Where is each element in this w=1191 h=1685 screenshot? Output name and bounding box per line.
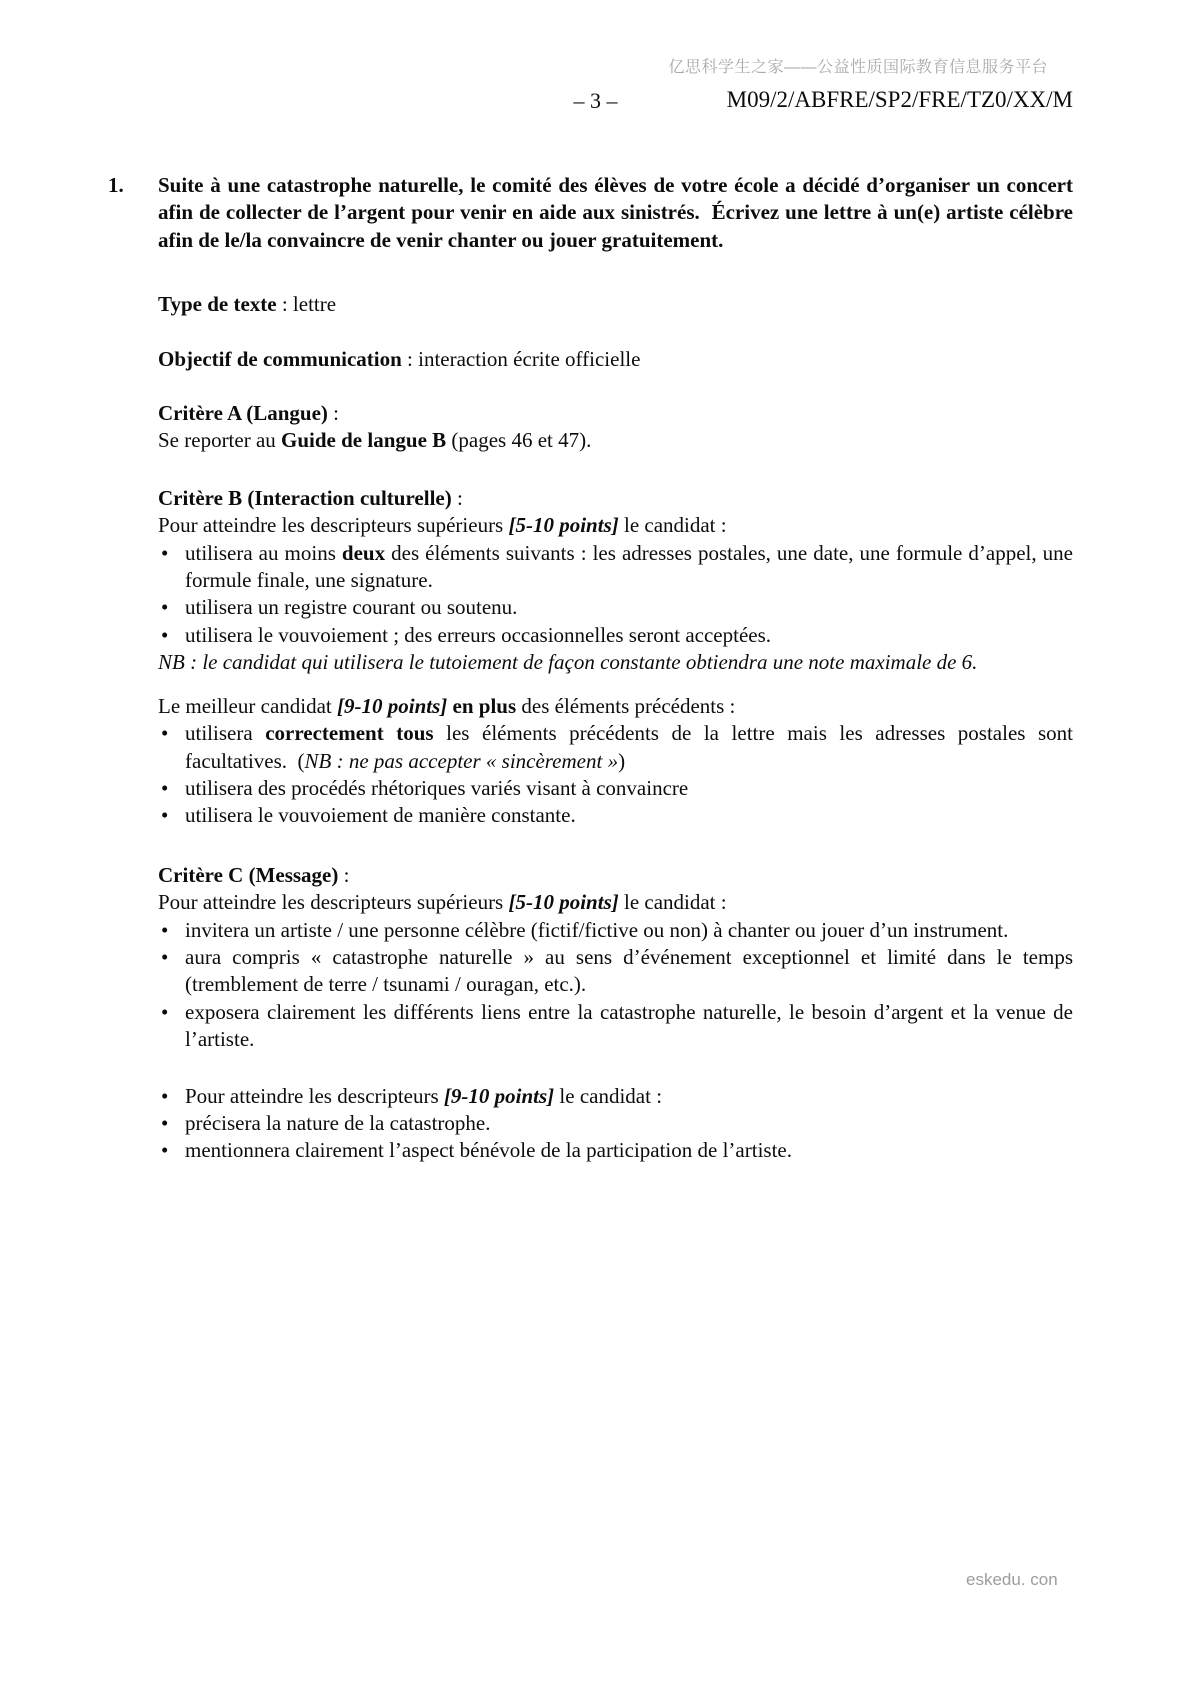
top-watermark-text: 亿思科学生之家——公益性质国际教育信息服务平台 (668, 59, 1048, 76)
bullet-item: • précisera la nature de la catastrophe. (158, 1110, 1073, 1137)
markscheme-content (108, 172, 1073, 1165)
bullet-item: • utilisera correctement tous les éléments précédents de la lettre mais les adresses postales sont facultatives. (NB : ne pas accepter « sincèrement ») (158, 720, 1073, 775)
critere-a-heading: Critère A (Langue) : (158, 401, 340, 426)
footer-watermark: eskedu. con (966, 1570, 1058, 1589)
critere-c-heading: Critère C (Message) : (158, 862, 350, 887)
meilleur-candidat-intro: Le meilleur candidat [9-10 points] en plus des éléments précédents : (158, 693, 736, 718)
objectif-line: Objectif de communication : interaction écrite officielle (158, 346, 641, 371)
bullet-item: • exposera clairement les différents liens entre la catastrophe naturelle, le besoin d’argent et la venue de l’artiste. (158, 999, 1073, 1054)
bullet-item: • utilisera un registre courant ou soutenu. (158, 594, 1073, 621)
bullet-item: • invitera un artiste / une personne célèbre (fictif/fictive ou non) à chanter ou jouer d’un instrument. (158, 917, 1073, 944)
bullet-item: • mentionnera clairement l’aspect bénévole de la participation de l’artiste. (158, 1137, 1073, 1164)
question-1 (108, 172, 1073, 254)
question-number: 1. (108, 173, 124, 197)
bullet-item: • utilisera le vouvoiement ; des erreurs occasionnelles seront acceptées. (158, 622, 1073, 649)
bullet-item: • utilisera le vouvoiement de manière constante. (158, 802, 1073, 829)
critere-a-body: Se reporter au Guide de langue B (pages 46 et 47). (158, 428, 592, 453)
critere-b-intro: Pour atteindre les descripteurs supérieurs [5-10 points] le candidat : (158, 513, 727, 538)
bullet-item: • utilisera au moins deux des éléments suivants : les adresses postales, une date, une formule d’appel, une formule finale, une signature. (158, 540, 1073, 595)
critere-b-heading: Critère B (Interaction culturelle) : (158, 485, 463, 510)
bullet-item: • aura compris « catastrophe naturelle » au sens d’événement exceptionnel et limité dans le temps (tremblement de terre / tsunami / ouragan, etc.). (158, 944, 1073, 999)
bullet-item: • utilisera des procédés rhétoriques variés visant à convaincre (158, 775, 1073, 802)
question-text: Suite à une catastrophe naturelle, le comité des élèves de votre école a décidé d’organiser un concert afin de collecter de l’argent pour venir en aide aux sinistrés. Écrivez une lettre à un(e) artiste célèbre afin de le/la convaincre de venir chanter ou jouer gratuitement. (158, 173, 1073, 252)
paper-code: M09/2/ABFRE/SP2/FRE/TZ0/XX/M (726, 87, 1073, 112)
critere-c-intro: Pour atteindre les descripteurs supérieurs [5-10 points] le candidat : (158, 890, 727, 915)
nb-note: NB : le candidat qui utilisera le tutoiement de façon constante obtiendra une note maximale de 6. (158, 650, 978, 675)
page-number: – 3 – (573, 88, 618, 113)
bullet-item: • Pour atteindre les descripteurs [9-10 points] le candidat : (158, 1083, 1073, 1110)
type-de-texte-line: Type de texte : lettre (158, 292, 337, 317)
